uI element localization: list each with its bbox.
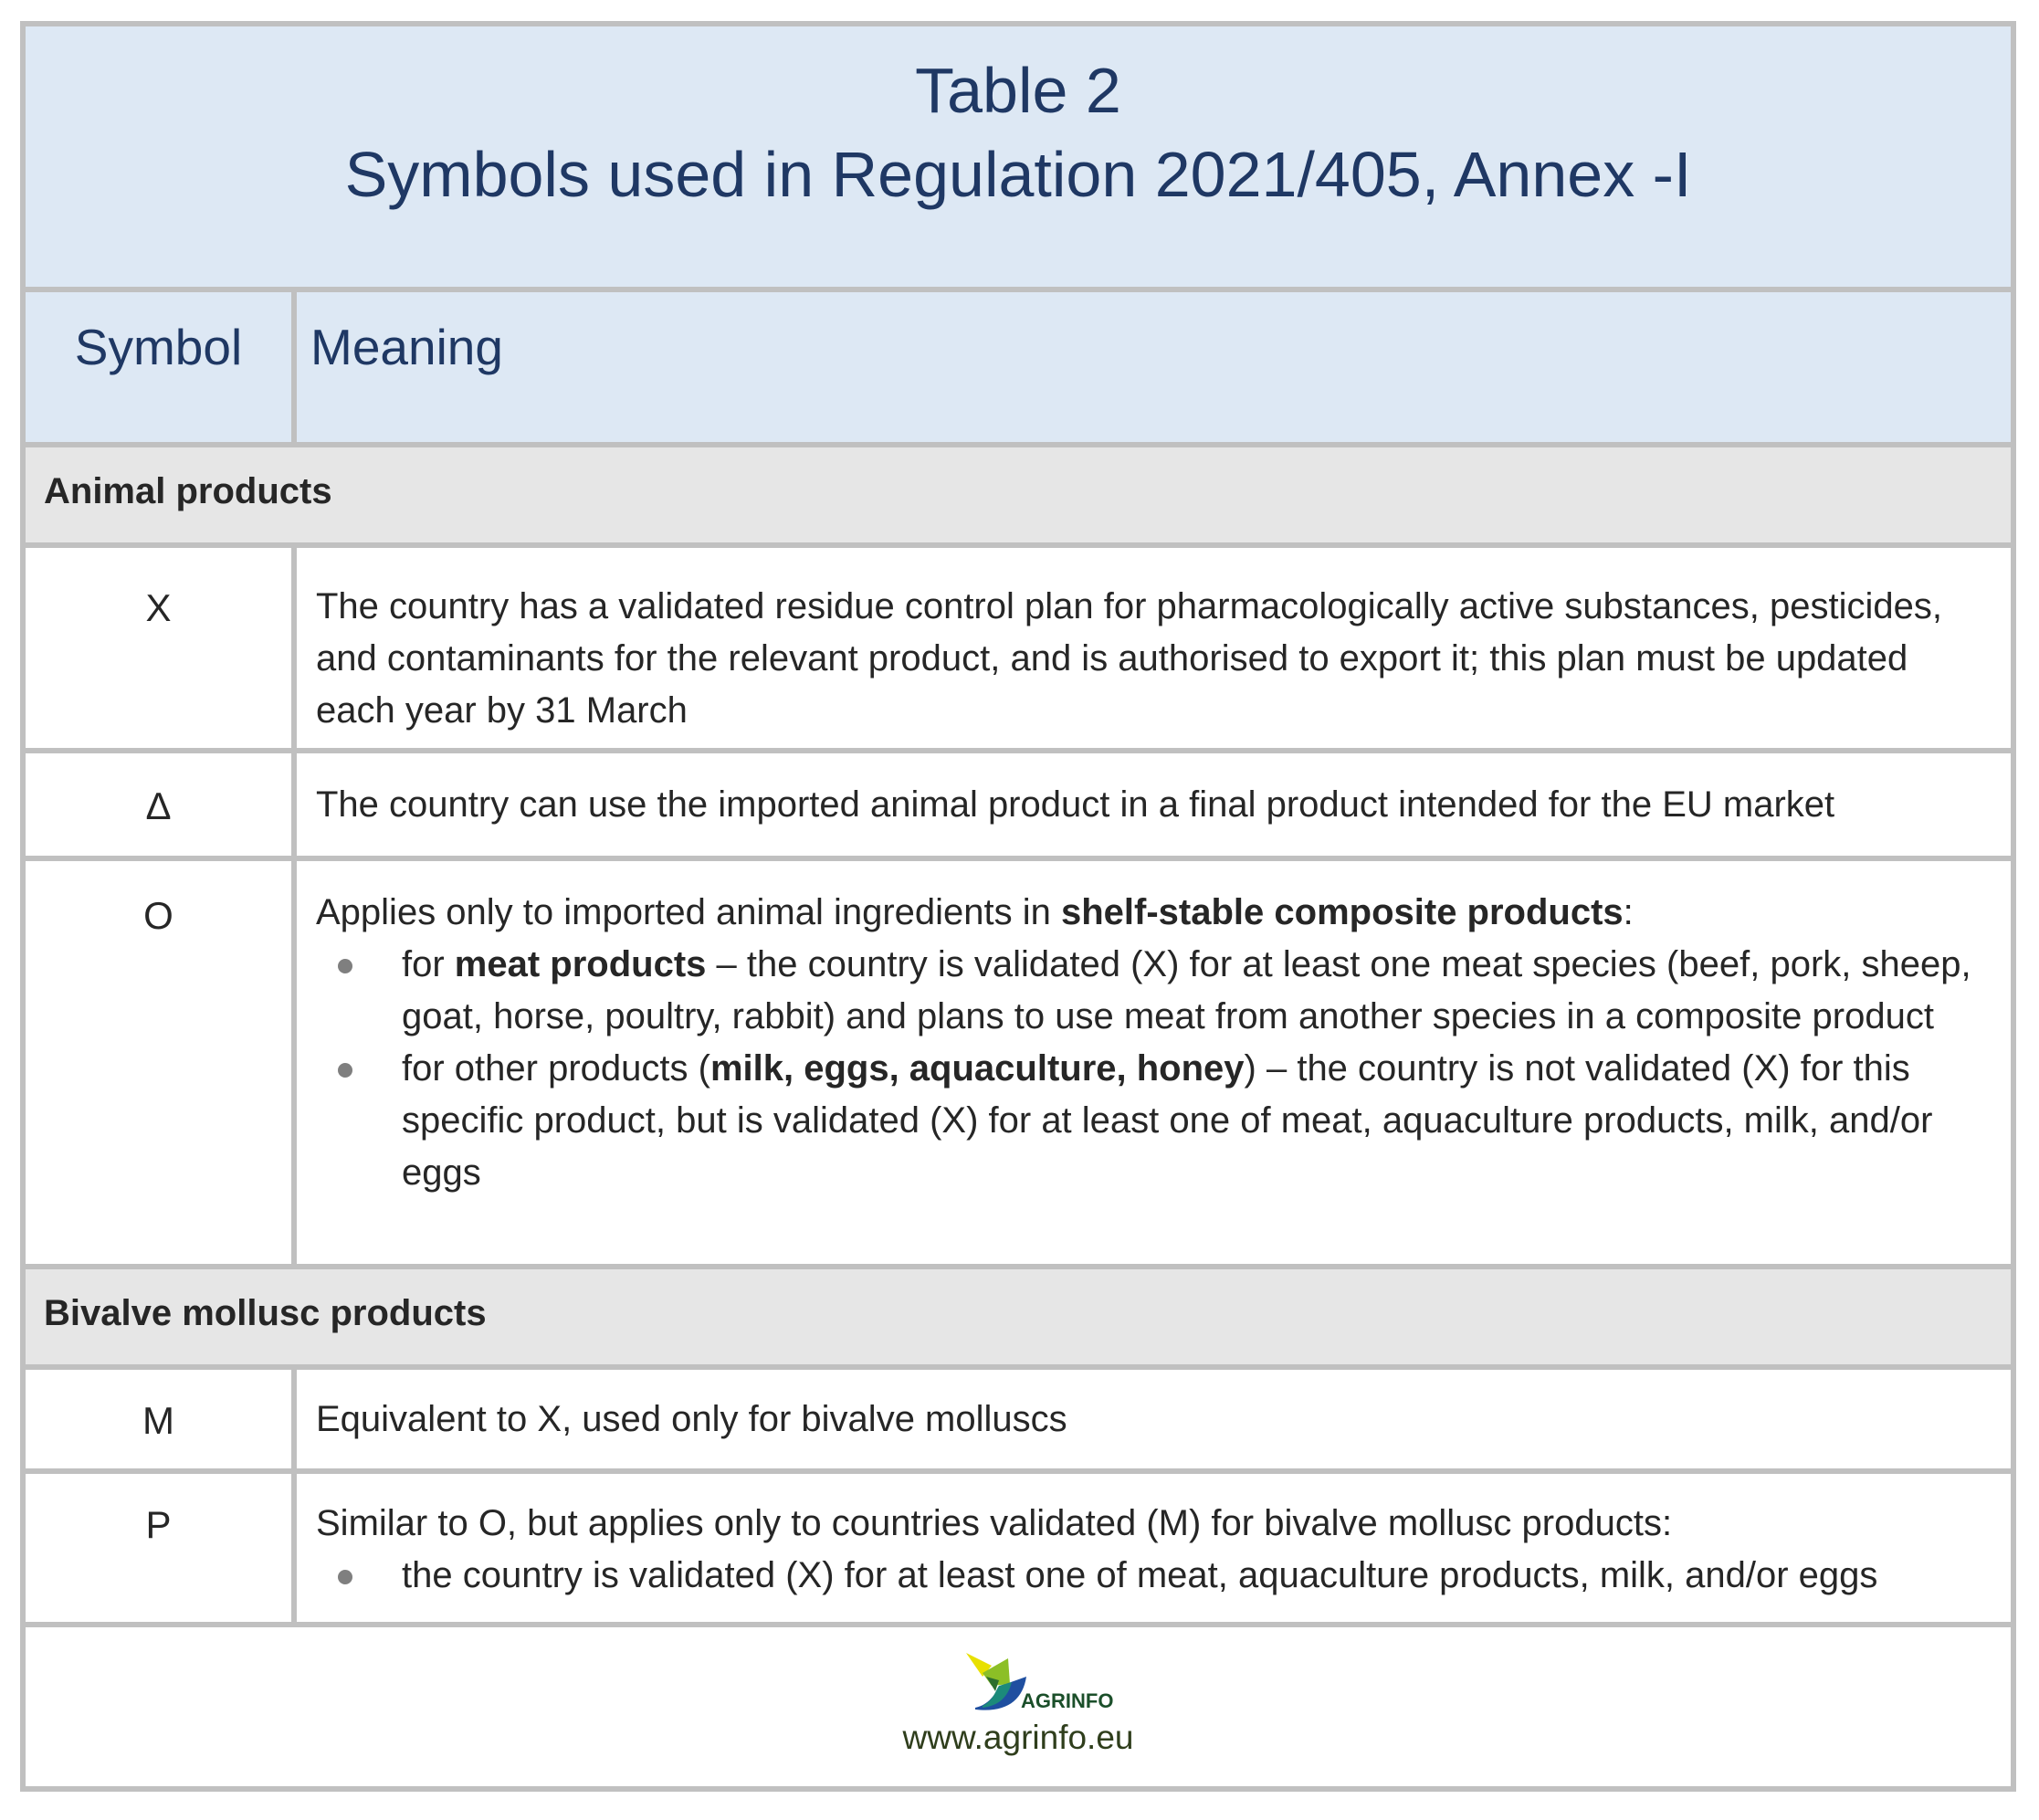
text: : [1623,892,1634,932]
list-item [316,1550,1983,1602]
svg-text:AGRINFO: AGRINFO [1021,1689,1114,1712]
meaning-p-intro: Similar to O, but applies only to countries validated (M) for bivalve mollusc products: [316,1503,1673,1543]
table-title-box [26,26,2011,287]
symbol-p: P [145,1503,172,1546]
table-title: Symbols used in Regulation 2021/405, Annex -I [344,139,1692,210]
website-link[interactable]: www.agrinfo.eu [902,1719,1134,1756]
symbol-m: M [142,1399,174,1442]
footer [26,1627,2011,1786]
bullet-list [316,1550,1983,1602]
symbol-x: X [145,586,172,629]
bullet-icon [338,1063,352,1078]
text: the country is validated (X) for at least one of meat, aquaculture products, milk, and/or eggs [402,1555,1878,1595]
symbol-delta: Δ [145,784,172,827]
section-label: Animal products [44,471,332,511]
table-row-p [26,1474,2011,1622]
column-divider [291,548,297,856]
table-row-x [26,548,2011,748]
meaning-o [316,887,1983,1199]
table-number: Table 2 [915,55,1121,126]
meaning-delta: The country can use the imported animal product in a final product intended for the EU market [316,784,1835,825]
meaning-x: The country has a validated residue control plan for pharmacologically active substances, pesticides, and contaminants for the relevant product, and is authorised to export it; this plan must be updated each year by 31 March [316,586,1942,731]
table-row-m [26,1370,2011,1468]
meaning-p [316,1498,1983,1602]
bullet-list [316,939,1983,1199]
bold-text: milk, eggs, aquaculture, honey [709,1048,1245,1089]
text: for [402,944,455,984]
column-divider [291,1370,297,1622]
meaning-m: Equivalent to X, used only for bivalve molluscs [316,1399,1067,1439]
text: Applies only to imported animal ingredients in [316,892,1061,932]
column-divider [291,292,297,442]
table-row-delta [26,753,2011,856]
bold-text: meat products [454,944,707,984]
column-header-meaning: Meaning [310,319,503,375]
text: for other products ( [402,1048,710,1089]
column-header-symbol: Symbol [74,319,243,375]
section-label: Bivalve mollusc products [44,1293,487,1333]
list-item [316,1043,1983,1199]
text: ) – the country is not validated (X) for this specific product, but is validated (X) for at least one of meat, aquaculture products, milk, and/or eggs [402,1048,1933,1193]
text: – the country is validated (X) for at least one meat species (beef, pork, sheep, goat, horse, poultry, rabbit) and plans to use meat from another species in a composite product [402,944,1971,1036]
symbols-table [20,21,2016,1792]
symbol-o: O [143,894,173,937]
agrinfo-logo-icon [955,1649,1129,1722]
meaning-o-intro [316,887,1983,939]
table-row-o [26,861,2011,1264]
bullet-icon [338,1570,352,1584]
section-bivalve-mollusc-products [26,1269,2011,1364]
column-divider [291,856,297,1264]
column-header-row [26,292,2011,442]
list-item [316,939,1983,1043]
section-animal-products [26,447,2011,542]
bullet-icon [338,959,352,973]
bold-text: shelf-stable composite products [1061,892,1624,932]
